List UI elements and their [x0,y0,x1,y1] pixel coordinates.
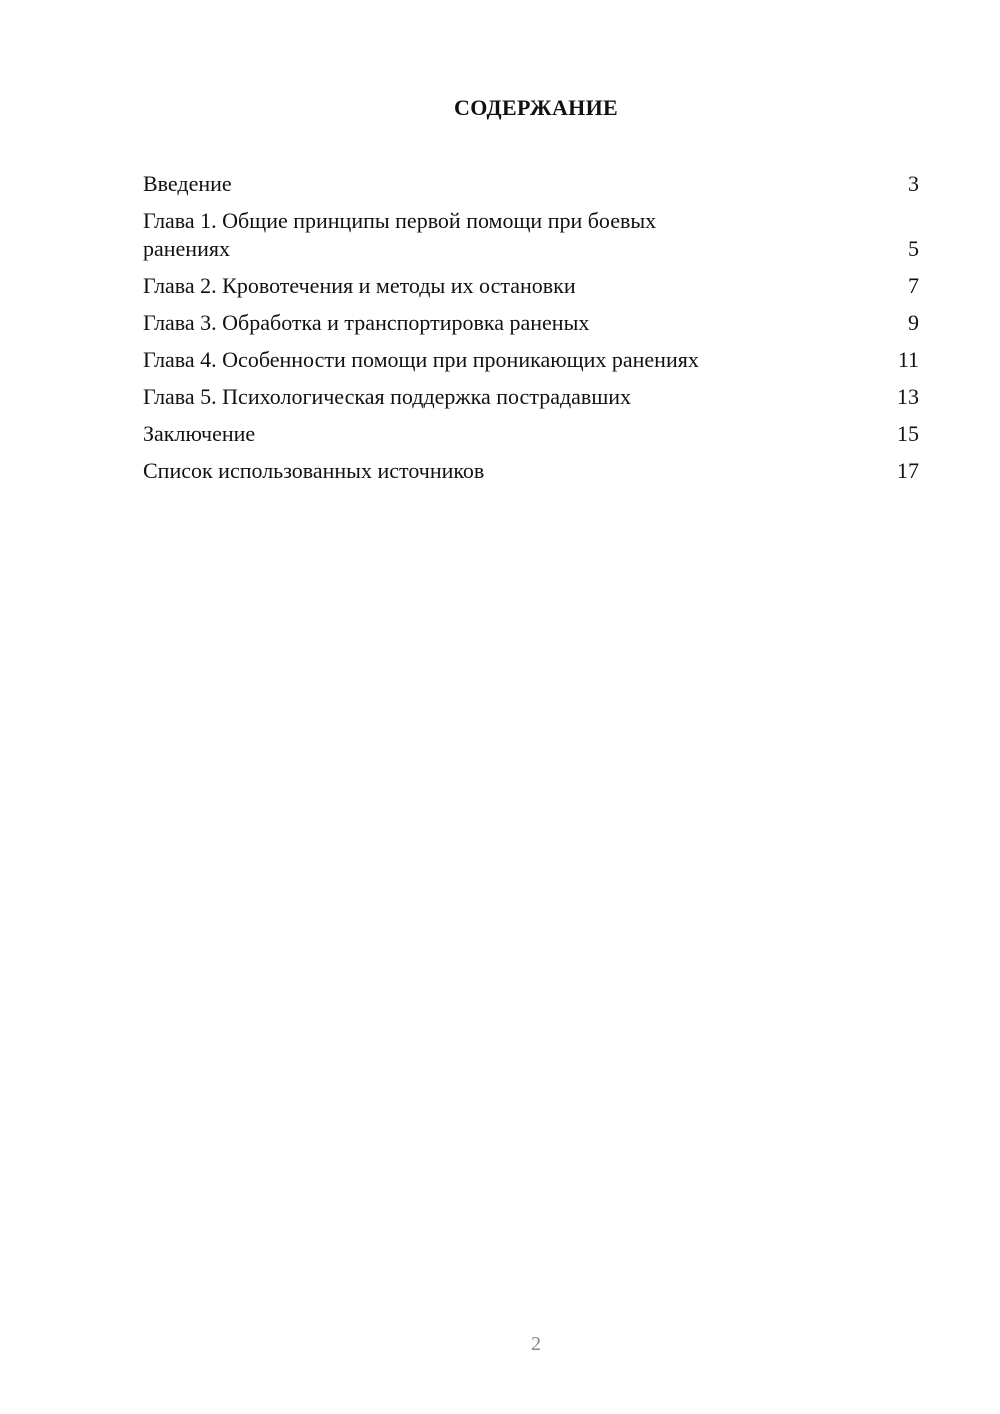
toc-entry-title: Глава 4. Особенности помощи при проникающих ранениях [143,347,699,372]
toc-entry-title: Заключение [143,421,256,446]
toc-entry-page: 3 [908,171,919,196]
toc-entry-page: 13 [897,384,919,409]
toc-entry-title: Глава 1. Общие принципы первой помощи при боевых ранениях [143,208,657,261]
toc-entry-page: 11 [897,347,919,372]
table-of-contents [143,170,919,494]
toc-entry-page: 9 [908,310,919,335]
toc-entry-conclusion[interactable] [143,420,919,448]
toc-entry-title: Введение [143,171,232,196]
toc-entry-page: 17 [897,458,919,483]
toc-entry-page: 15 [897,421,919,446]
toc-entry-references[interactable] [143,457,919,485]
toc-entry-chapter-1[interactable] [143,207,919,263]
toc-entry-chapter-4[interactable] [143,346,919,374]
toc-entry-title: Глава 2. Кровотечения и методы их остановки [143,273,576,298]
toc-entry-introduction[interactable] [143,170,919,198]
toc-entry-chapter-3[interactable] [143,309,919,337]
toc-entry-title: Список использованных источников [143,458,485,483]
page-number: 2 [531,1333,541,1355]
toc-entry-page: 5 [908,236,919,261]
toc-entry-chapter-2[interactable] [143,272,919,300]
toc-entry-chapter-5[interactable] [143,383,919,411]
toc-entry-page: 7 [908,273,919,298]
page-title: СОДЕРЖАНИЕ [454,95,618,120]
toc-entry-title: Глава 3. Обработка и транспортировка раненых [143,310,590,335]
toc-entry-title: Глава 5. Психологическая поддержка пострадавших [143,384,632,409]
